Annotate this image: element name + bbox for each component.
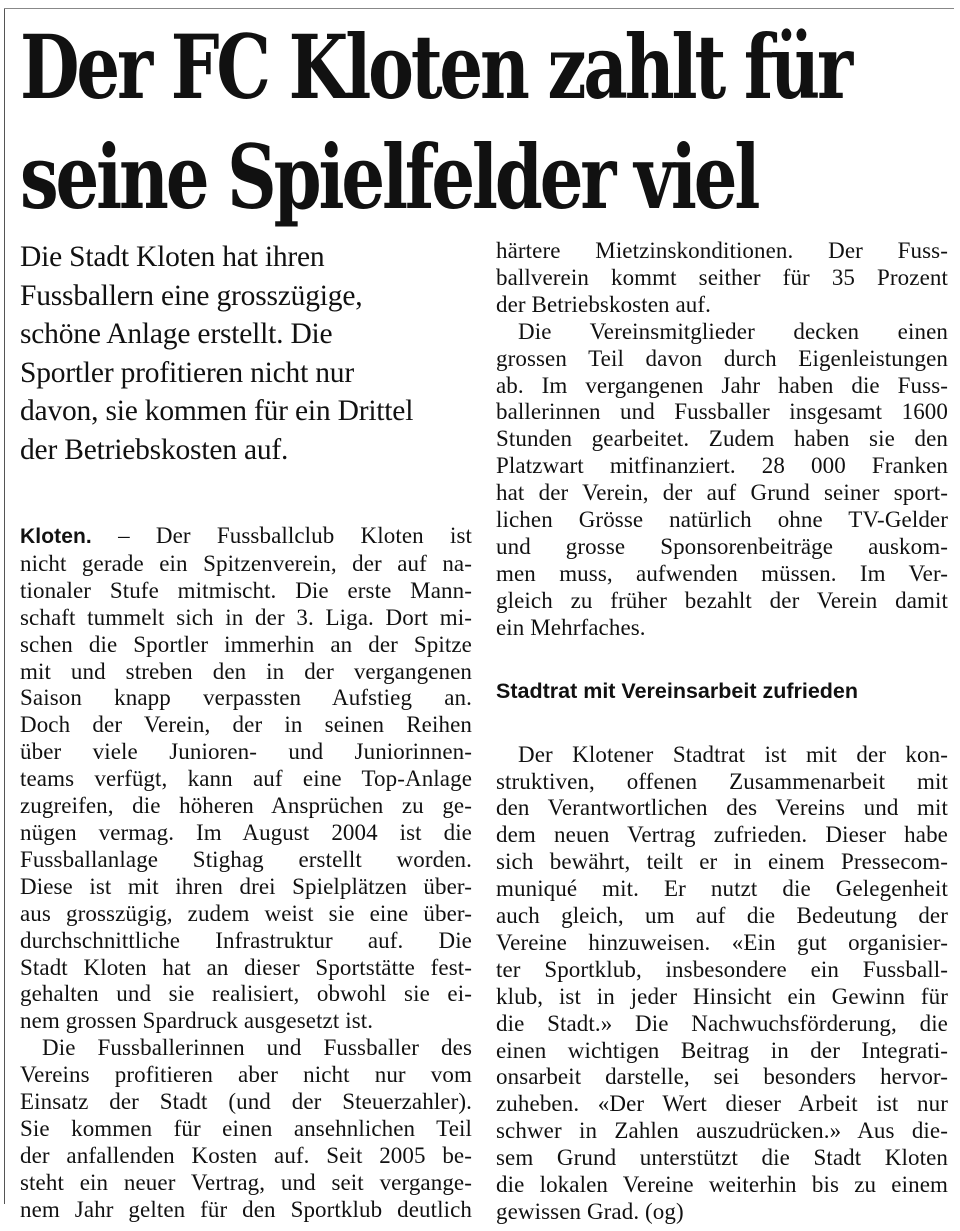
body-line: sem Grund unterstützt die Stadt Kloten	[496, 1145, 948, 1171]
body-line: nügen vermag. Im August 2004 ist die	[20, 819, 472, 845]
body-line: men muss, aufwenden müssen. Im Ver-	[496, 560, 948, 586]
body-line: gewissen Grad. (og)	[496, 1199, 684, 1224]
body-line: die lokalen Vereine weiterhin bis zu einem	[496, 1172, 948, 1198]
body-line: onsarbeit darstelle, sei besonders hervor-	[496, 1064, 948, 1090]
body-line: schaft tummelt sich in der 3. Liga. Dort mi-	[20, 604, 472, 630]
body-line-text: – Der Fussballclub Kloten ist	[91, 523, 472, 548]
body-line: Platzwart mitfinanziert. 28 000 Franken	[496, 453, 948, 479]
body-line: schwer in Zahlen auszudrücken.» Aus die-	[496, 1118, 948, 1144]
body-line: mit und streben den in der vergangenen	[20, 658, 472, 684]
body-line: nem grossen Spardruck ausgesetzt ist.	[20, 1008, 374, 1034]
lead-line: Fussballern eine grosszügige,	[20, 279, 363, 312]
body-line: nem Jahr gelten für den Sportklub deutlich	[20, 1196, 472, 1222]
body-line: auch gleich, um auf die Bedeutung der	[496, 903, 948, 929]
body-line: lichen Grösse natürlich ohne TV-Gelder	[496, 507, 948, 533]
lead-line: Sportler profitieren nicht nur	[20, 356, 354, 389]
body-line: Stunden gearbeitet. Zudem haben sie den	[496, 426, 948, 452]
body-line	[20, 523, 472, 551]
body-line: Diese ist mit ihren drei Spielplätzen über-	[20, 873, 472, 899]
body-line: ein Mehrfaches.	[496, 614, 646, 640]
body-line: ab. Im vergangenen Jahr haben die Fuss-	[496, 372, 948, 398]
lead-paragraph	[20, 238, 472, 469]
section-subhead: Stadtrat mit Vereinsarbeit zufrieden	[496, 678, 859, 703]
body-line: die Stadt.» Die Nachwuchsförderung, die	[496, 1010, 948, 1036]
headline-line-2: seine Spielfelder viel	[20, 125, 758, 229]
dateline: Kloten.	[20, 525, 92, 548]
body-line: über viele Junioren- und Juniorinnen-	[20, 739, 472, 765]
body-line: der Betriebskosten auf.	[496, 291, 711, 317]
body-line: grossen Teil davon durch Eigenleistungen	[496, 345, 948, 371]
body-line: gehalten und sie realisiert, obwohl sie ei-	[20, 981, 472, 1007]
body-line: schen die Sportler immerhin an der Spitze	[20, 631, 472, 657]
left-body-text	[20, 523, 472, 1224]
right-column	[496, 238, 948, 1226]
body-line: und grosse Sponsorenbeiträge auskom-	[496, 533, 948, 559]
body-line: ballverein kommt seither für 35 Prozent	[496, 264, 948, 290]
body-line: Stadt Kloten hat an dieser Sportstätte fest-	[20, 954, 472, 980]
left-column	[20, 238, 472, 1224]
body-line: dem neuen Vertrag zufrieden. Dieser habe	[496, 822, 948, 848]
headline	[20, 12, 940, 232]
body-line: Sie kommen für einen ansehnlichen Teil	[20, 1115, 472, 1141]
body-line: zuheben. «Der Wert dieser Arbeit ist nur	[496, 1091, 948, 1117]
body-line: durchschnittliche Infrastruktur auf. Die	[20, 927, 472, 953]
body-line: muniqué mit. Er nutzt die Gelegenheit	[496, 876, 948, 902]
lead-line: schöne Anlage erstellt. Die	[20, 318, 333, 350]
lead-line: davon, sie kommen für ein Drittel	[20, 395, 414, 427]
headline-line-1: Der FC Kloten zahlt für	[20, 15, 851, 119]
body-line: struktiven, offenen Zusammenarbeit mit	[496, 768, 948, 794]
right-body-text-a	[496, 238, 948, 642]
body-line: gleich zu früher bezahlt der Verein damit	[496, 587, 948, 613]
body-line: Fussballanlage Stighag erstellt worden.	[20, 846, 472, 872]
lead-line: Die Stadt Kloten hat ihren	[20, 241, 325, 273]
body-line: klub, ist in jeder Hinsicht ein Gewinn für	[496, 983, 948, 1009]
body-line: ballerinnen und Fussballer insgesamt 1600	[496, 399, 948, 425]
body-line: Der Klotener Stadtrat ist mit der kon-	[518, 741, 948, 767]
body-line: Vereins profitieren aber nicht nur vom	[20, 1062, 472, 1088]
body-line: der anfallenden Kosten auf. Seit 2005 be-	[20, 1142, 472, 1168]
body-line: zugreifen, die höheren Ansprüchen zu ge-	[20, 793, 472, 819]
body-line: einen wichtigen Beitrag in der Integrati-	[496, 1037, 948, 1063]
body-line: Saison knapp verpassten Aufstieg an.	[20, 685, 472, 711]
body-line: härtere Mietzinskonditionen. Der Fuss-	[496, 238, 948, 263]
body-line: Die Vereinsmitglieder decken einen	[518, 318, 948, 344]
right-body-text-b	[496, 742, 948, 1226]
body-line: Die Fussballerinnen und Fussballer des	[42, 1035, 472, 1061]
lead-line: der Betriebskosten auf.	[20, 433, 289, 466]
body-line: teams verfügt, kann auf eine Top-Anlage	[20, 766, 472, 792]
body-line: aus grosszügig, zudem weist sie eine über-	[20, 900, 472, 926]
body-line: Doch der Verein, der in seinen Reihen	[20, 712, 472, 738]
body-line: nicht gerade ein Spitzenverein, der auf na-	[20, 550, 472, 576]
body-line: ter Sportklub, insbesondere ein Fussball-	[496, 956, 948, 982]
left-border-rule	[4, 8, 5, 1204]
body-line: den Verantwortlichen des Vereins und mit	[496, 795, 948, 821]
body-line: tionaler Stufe mitmischt. Die erste Mann-	[20, 577, 472, 603]
body-line: Einsatz der Stadt (und der Steuerzahler).	[20, 1089, 472, 1115]
body-line: steht ein neuer Vertrag, und seit vergange-	[20, 1169, 472, 1195]
top-border-rule	[4, 8, 954, 9]
body-line: Vereine hinzuweisen. «Ein gut organisier-	[496, 929, 948, 955]
body-line: sich bewährt, teilt er in einem Pressecom-	[496, 849, 948, 875]
body-line: hat der Verein, der auf Grund seiner sport-	[496, 480, 948, 506]
